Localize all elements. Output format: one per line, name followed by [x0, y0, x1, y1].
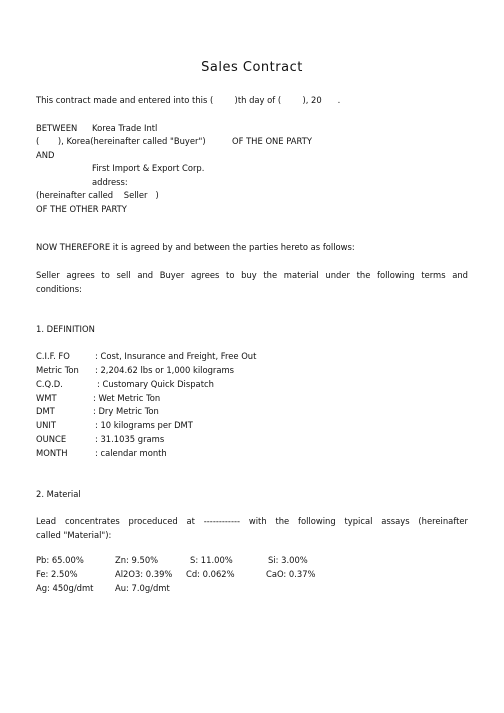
definition-term: Metric Ton	[36, 365, 79, 375]
definition-desc: : Wet Metric Ton	[93, 393, 161, 403]
assay-ag: Ag: 450g/dmt	[36, 583, 94, 593]
assay-zn: Zn: 9.50%	[115, 555, 159, 565]
agreement-line: Seller agrees to sell and Buyer agrees to buy the material under the following terms and	[36, 270, 468, 280]
seller-address: address:	[92, 177, 128, 187]
agreement-line-end: conditions:	[36, 284, 82, 294]
definition-term: MONTH	[36, 448, 68, 458]
definition-term: UNIT	[36, 420, 56, 430]
intro-line: This contract made and entered into this ( )th day of ( ), 20 .	[36, 95, 341, 105]
definition-desc: : 2,204.62 lbs or 1,000 kilograms	[95, 365, 235, 375]
definition-heading: 1. DEFINITION	[36, 324, 95, 334]
definition-term: OUNCE	[36, 434, 67, 444]
seller-name: First Import & Export Corp.	[92, 163, 205, 173]
definition-desc: : Customary Quick Dispatch	[97, 379, 214, 389]
seller-called-line: (hereinafter called Seller )	[36, 190, 159, 200]
assay-cao: CaO: 0.37%	[266, 569, 316, 579]
buyer-line: ( ), Korea(hereinafter called "Buyer")	[36, 136, 206, 146]
definition-term: WMT	[36, 393, 57, 403]
material-line: Lead concentrates proceduced at ------------ with the following typical assays (hereinafter	[36, 516, 468, 526]
definition-desc: : 10 kilograms per DMT	[95, 420, 193, 430]
definition-desc: : calendar month	[95, 448, 167, 458]
definition-term: DMT	[36, 406, 55, 416]
assay-s: S: 11.00%	[190, 555, 233, 565]
assay-pb: Pb: 65.00%	[36, 555, 84, 565]
other-party-label: OF THE OTHER PARTY	[36, 204, 127, 214]
definition-term: C.I.F. FO	[36, 351, 70, 361]
assay-al2o3: Al2O3: 0.39%	[115, 569, 173, 579]
material-line-end: called "Material"):	[36, 530, 112, 540]
material-heading: 2. Material	[36, 489, 81, 499]
assay-au: Au: 7.0g/dmt	[115, 583, 170, 593]
document-title: Sales Contract	[201, 60, 303, 75]
definition-desc: : Cost, Insurance and Freight, Free Out	[95, 351, 257, 361]
buyer-name: Korea Trade Intl	[92, 123, 158, 133]
assay-cd: Cd: 0.062%	[186, 569, 235, 579]
assay-fe: Fe: 2.50%	[36, 569, 78, 579]
definition-term: C.Q.D.	[36, 379, 63, 389]
now-therefore-line: NOW THEREFORE it is agreed by and between the parties hereto as follows:	[36, 242, 355, 252]
one-party-label: OF THE ONE PARTY	[232, 136, 312, 146]
definition-desc: : Dry Metric Ton	[93, 406, 159, 416]
between-label: BETWEEN	[36, 123, 78, 133]
definition-desc: : 31.1035 grams	[95, 434, 165, 444]
and-label: AND	[36, 150, 55, 160]
assay-si: Si: 3.00%	[268, 555, 308, 565]
